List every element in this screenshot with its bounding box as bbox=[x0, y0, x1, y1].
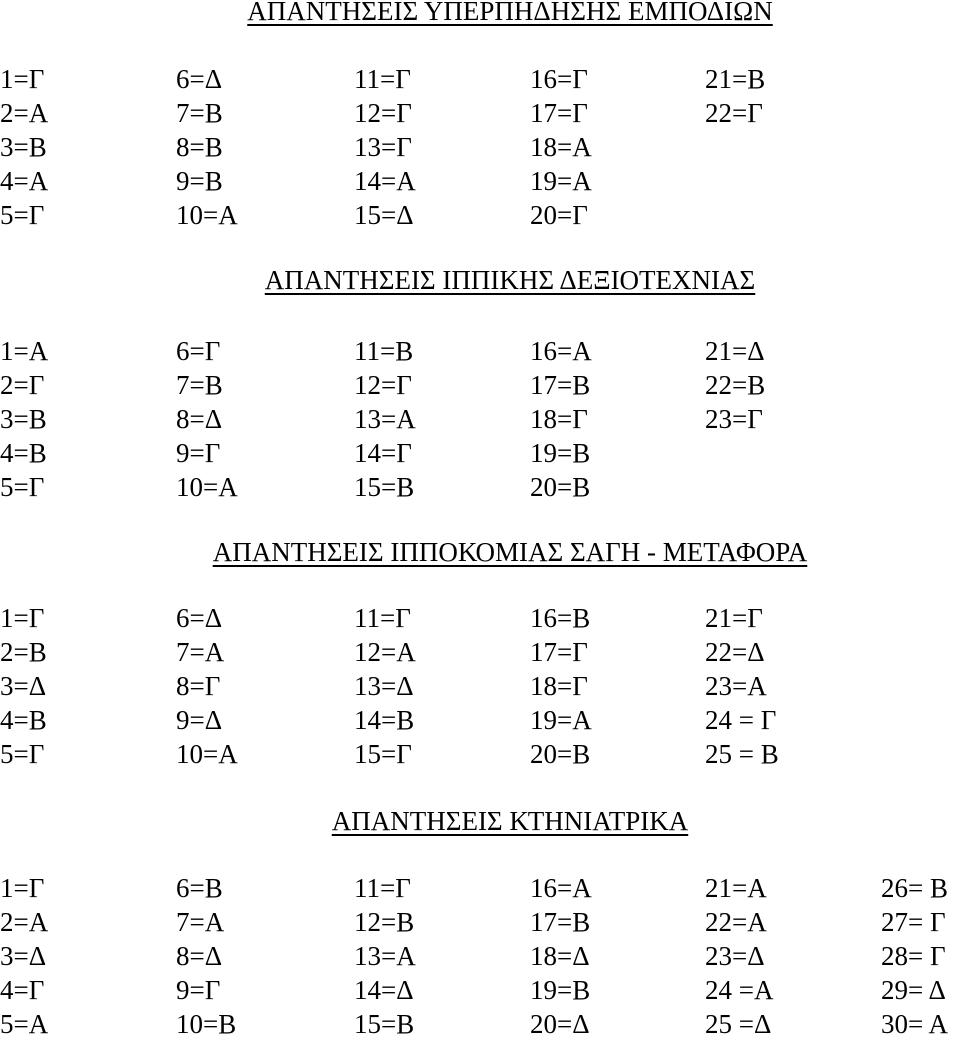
section-title-veterinary: ΑΠΑΝΤΗΣΕΙΣ ΚΤΗΝΙΑΤΡΙΚΑ bbox=[331, 806, 689, 836]
answer-cell: 22=Α bbox=[705, 907, 767, 937]
answer-cell: 11=Β bbox=[354, 336, 414, 366]
answer-cell: 7=Α bbox=[176, 637, 225, 667]
answer-cell: 21=Α bbox=[705, 873, 767, 903]
answer-cell: 17=Γ bbox=[530, 637, 588, 667]
answer-row bbox=[0, 368, 960, 402]
answer-cell: 14=Α bbox=[354, 166, 416, 196]
answer-cell: 6=Β bbox=[176, 873, 223, 903]
section-title-dressage: ΑΠΑΝΤΗΣΕΙΣ ΙΠΠΙΚΗΣ ΔΕΞΙΟΤΕΧΝΙΑΣ bbox=[264, 265, 756, 295]
answer-row bbox=[0, 164, 960, 198]
answer-row bbox=[0, 470, 960, 504]
answer-cell: 3=Δ bbox=[0, 941, 47, 971]
answer-row bbox=[0, 402, 960, 436]
answer-cell: 26= Β bbox=[881, 873, 948, 903]
answer-cell: 4=Α bbox=[0, 166, 49, 196]
answer-cell: 4=Γ bbox=[0, 975, 45, 1005]
answer-cell: 18=Δ bbox=[530, 941, 590, 971]
answer-cell: 5=Γ bbox=[0, 472, 45, 502]
answer-cell: 19=Α bbox=[530, 166, 592, 196]
answer-cell: 10=Β bbox=[176, 1009, 237, 1039]
answer-cell: 14=Β bbox=[354, 705, 415, 735]
answer-cell: 17=Γ bbox=[530, 98, 588, 128]
answer-cell: 1=Α bbox=[0, 336, 49, 366]
answer-cell: 15=Β bbox=[354, 472, 415, 502]
answer-cell: 10=Α bbox=[176, 739, 238, 769]
answer-cell: 7=Α bbox=[176, 907, 225, 937]
answer-cell: 12=Γ bbox=[354, 98, 412, 128]
answer-cell: 18=Γ bbox=[530, 404, 588, 434]
answer-cell: 20=Β bbox=[530, 472, 591, 502]
answer-cell: 4=Β bbox=[0, 438, 47, 468]
answers-grid-horse-care bbox=[0, 601, 960, 771]
answer-cell: 1=Γ bbox=[0, 603, 45, 633]
answer-cell: 2=Β bbox=[0, 637, 47, 667]
answer-cell: 8=Γ bbox=[176, 671, 221, 701]
answer-cell: 3=Β bbox=[0, 404, 47, 434]
answer-cell: 21=Γ bbox=[705, 603, 763, 633]
answer-cell: 23=Γ bbox=[705, 404, 763, 434]
answer-cell: 4=Β bbox=[0, 705, 47, 735]
answer-cell: 13=Δ bbox=[354, 671, 414, 701]
answer-row bbox=[0, 871, 960, 905]
answer-cell: 30= Α bbox=[881, 1009, 948, 1039]
answer-cell: 6=Δ bbox=[176, 64, 223, 94]
answer-row bbox=[0, 973, 960, 1007]
answer-cell: 15=Δ bbox=[354, 200, 414, 230]
answer-cell: 15=Β bbox=[354, 1009, 415, 1039]
answer-cell: 20=Δ bbox=[530, 1009, 590, 1039]
answer-cell: 11=Γ bbox=[354, 873, 411, 903]
answer-cell: 11=Γ bbox=[354, 64, 411, 94]
answer-cell: 28= Γ bbox=[881, 941, 946, 971]
answer-cell: 3=Β bbox=[0, 132, 47, 162]
answer-cell: 11=Γ bbox=[354, 603, 411, 633]
answer-cell: 2=Α bbox=[0, 907, 49, 937]
answer-cell: 12=Γ bbox=[354, 370, 412, 400]
answer-cell: 13=Γ bbox=[354, 132, 412, 162]
answer-cell: 27= Γ bbox=[881, 907, 946, 937]
answer-cell: 9=Γ bbox=[176, 438, 221, 468]
answer-row bbox=[0, 601, 960, 635]
answer-row bbox=[0, 905, 960, 939]
answer-cell: 19=Α bbox=[530, 705, 592, 735]
answer-cell: 18=Α bbox=[530, 132, 592, 162]
answer-row bbox=[0, 939, 960, 973]
answer-row bbox=[0, 334, 960, 368]
answer-cell: 22=Γ bbox=[705, 98, 763, 128]
answer-cell: 20=Β bbox=[530, 739, 591, 769]
answer-row bbox=[0, 62, 960, 96]
answer-cell: 24 = Γ bbox=[705, 705, 777, 735]
answer-cell: 25 =Δ bbox=[705, 1009, 772, 1039]
answer-cell: 1=Γ bbox=[0, 873, 45, 903]
answer-row bbox=[0, 703, 960, 737]
answer-cell: 5=Γ bbox=[0, 739, 45, 769]
answer-cell: 12=Β bbox=[354, 907, 415, 937]
answers-grid-veterinary bbox=[0, 871, 960, 1041]
answer-row bbox=[0, 737, 960, 771]
answer-cell: 9=Γ bbox=[176, 975, 221, 1005]
answer-cell: 29= Δ bbox=[881, 975, 946, 1005]
answer-cell: 17=Β bbox=[530, 370, 591, 400]
answer-cell: 24 =Α bbox=[705, 975, 774, 1005]
answer-cell: 6=Δ bbox=[176, 603, 223, 633]
answer-cell: 14=Δ bbox=[354, 975, 414, 1005]
answer-cell: 8=Δ bbox=[176, 404, 223, 434]
answer-cell: 23=Α bbox=[705, 671, 767, 701]
answer-row bbox=[0, 635, 960, 669]
answer-cell: 22=Β bbox=[705, 370, 766, 400]
answer-cell: 19=Β bbox=[530, 975, 591, 1005]
answer-cell: 14=Γ bbox=[354, 438, 412, 468]
answer-row bbox=[0, 436, 960, 470]
answer-cell: 2=Α bbox=[0, 98, 49, 128]
answer-cell: 16=Α bbox=[530, 336, 592, 366]
answer-cell: 2=Γ bbox=[0, 370, 45, 400]
answers-grid-dressage bbox=[0, 334, 960, 504]
answer-cell: 20=Γ bbox=[530, 200, 588, 230]
answer-cell: 5=Α bbox=[0, 1009, 49, 1039]
answer-cell: 21=Β bbox=[705, 64, 766, 94]
answer-row bbox=[0, 96, 960, 130]
answer-cell: 6=Γ bbox=[176, 336, 221, 366]
answer-cell: 16=Α bbox=[530, 873, 592, 903]
answer-cell: 3=Δ bbox=[0, 671, 47, 701]
section-title-horse-care: ΑΠΑΝΤΗΣΕΙΣ ΙΠΠΟΚΟΜΙΑΣ ΣΑΓΗ - ΜΕΤΑΦΟΡΑ bbox=[212, 537, 808, 567]
answer-row bbox=[0, 198, 960, 232]
answer-cell: 1=Γ bbox=[0, 64, 45, 94]
answer-cell: 12=Α bbox=[354, 637, 416, 667]
answer-row bbox=[0, 669, 960, 703]
answer-cell: 7=Β bbox=[176, 370, 223, 400]
answer-cell: 23=Δ bbox=[705, 941, 765, 971]
section-title-hurdles: ΑΠΑΝΤΗΣΕΙΣ ΥΠΕΡΠΗΔΗΣΗΣ ΕΜΠΟΔΙΩΝ bbox=[247, 0, 773, 26]
answer-cell: 21=Δ bbox=[705, 336, 765, 366]
answer-cell: 25 = Β bbox=[705, 739, 779, 769]
answer-cell: 10=Α bbox=[176, 200, 238, 230]
answer-cell: 16=Β bbox=[530, 603, 591, 633]
answer-cell: 17=Β bbox=[530, 907, 591, 937]
answer-cell: 9=Δ bbox=[176, 705, 223, 735]
answer-row bbox=[0, 1007, 960, 1041]
answer-cell: 19=Β bbox=[530, 438, 591, 468]
answers-grid-hurdles bbox=[0, 62, 960, 232]
answer-cell: 10=Α bbox=[176, 472, 238, 502]
answer-row bbox=[0, 130, 960, 164]
answer-cell: 8=Δ bbox=[176, 941, 223, 971]
answer-cell: 22=Δ bbox=[705, 637, 765, 667]
answer-cell: 9=Β bbox=[176, 166, 223, 196]
answer-cell: 7=Β bbox=[176, 98, 223, 128]
answer-cell: 18=Γ bbox=[530, 671, 588, 701]
answer-cell: 5=Γ bbox=[0, 200, 45, 230]
answer-cell: 15=Γ bbox=[354, 739, 412, 769]
answer-cell: 13=Α bbox=[354, 404, 416, 434]
answer-cell: 8=Β bbox=[176, 132, 223, 162]
answer-cell: 13=Α bbox=[354, 941, 416, 971]
answer-cell: 16=Γ bbox=[530, 64, 588, 94]
